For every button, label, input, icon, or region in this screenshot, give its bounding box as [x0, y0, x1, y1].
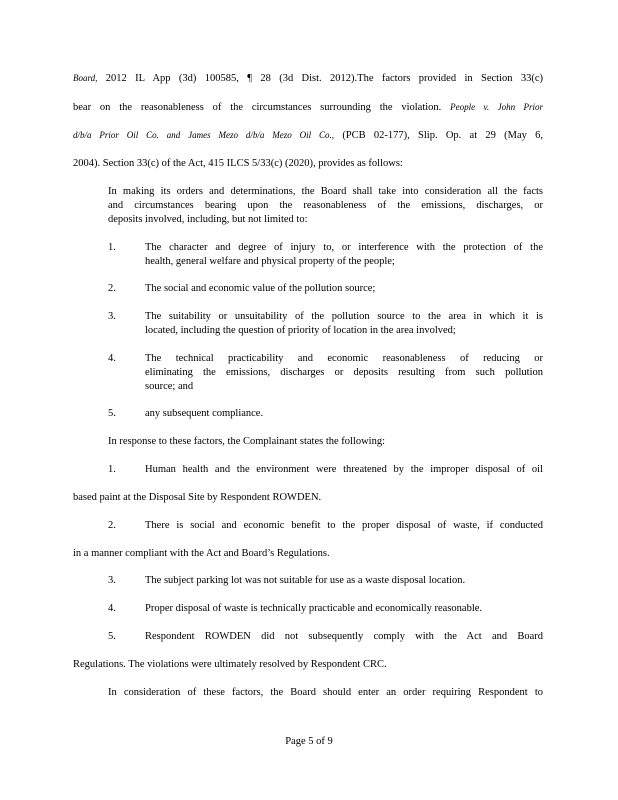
page-number: Page 5 of 9: [285, 736, 333, 747]
para1-line4: 2004). Section 33(c) of the Act, 415 ILCS 5/33(c) (2020), provides as follows:: [73, 158, 403, 169]
response-line: Proper disposal of waste is technically practicable and economically reasonable.: [145, 603, 483, 614]
factor-number: 4.: [108, 353, 116, 364]
factor-line: The social and economic value of the pollution source;: [145, 283, 376, 294]
para1-line3: [73, 129, 543, 142]
para1-line2-text: bear on the reasonableness of the circumstances surrounding the violation.: [73, 102, 442, 113]
closing-line: In consideration of these factors, the Board should enter an order requiring Respondent to: [108, 687, 543, 698]
factor-line: The technical practicability and economic reasonableness of reducing or: [145, 353, 543, 364]
para1-line1-text: 2012 IL App (3d) 100585, ¶ 28 (3d Dist. 2012).The factors provided in Section 33(c): [105, 73, 543, 84]
response-number: 1.: [108, 464, 116, 475]
response-number: 4.: [108, 603, 116, 614]
factor-line: source; and: [145, 381, 194, 392]
case-citation: Board,: [73, 73, 98, 83]
response-line: There is social and economic benefit to the proper disposal of waste, if conducted: [145, 520, 543, 531]
factor-number: 1.: [108, 242, 116, 253]
quote-line: In making its orders and determinations, the Board shall take into consideration all the facts: [108, 186, 543, 197]
factor-line: The suitability or unsuitability of the pollution source to the area in which it is: [145, 311, 543, 322]
case-citation: People v. John Prior: [450, 102, 544, 112]
response-line: Respondent ROWDEN did not subsequently comply with the Act and Board: [145, 631, 543, 642]
response-line: Human health and the environment were threatened by the improper disposal of oil: [145, 464, 543, 475]
factor-line: located, including the question of priority of location in the area involved;: [145, 325, 456, 336]
factor-number: 5.: [108, 408, 116, 419]
factor-line: health, general welfare and physical property of the people;: [145, 256, 395, 267]
response-number: 2.: [108, 520, 116, 531]
factor-line: eliminating the emissions, discharges or deposits resulting from such pollution: [145, 367, 543, 378]
response-line-cont: Regulations. The violations were ultimately resolved by Respondent CRC.: [73, 659, 387, 670]
quote-line: and circumstances bearing upon the reasonableness of the emissions, discharges, or: [108, 200, 543, 211]
factor-line: The character and degree of injury to, or interference with the protection of the: [145, 242, 543, 253]
response-number: 3.: [108, 575, 116, 586]
response-number: 5.: [108, 631, 116, 642]
para1-line3-text: (PCB 02-177), Slip. Op. at 29 (May 6,: [342, 130, 544, 141]
response-intro: In response to these factors, the Complainant states the following:: [108, 436, 386, 447]
factor-number: 3.: [108, 311, 116, 322]
case-citation: d/b/a Prior Oil Co. and James Mezo d/b/a Mezo Oil Co.,: [73, 130, 335, 140]
para1-line2: [73, 101, 543, 114]
response-line-cont: in a manner compliant with the Act and Board’s Regulations.: [73, 548, 330, 559]
quote-line: deposits involved, including, but not limited to:: [108, 214, 308, 225]
response-line: The subject parking lot was not suitable for use as a waste disposal location.: [145, 575, 466, 586]
factor-number: 2.: [108, 283, 116, 294]
para1-line1: [73, 72, 543, 85]
response-line-cont: based paint at the Disposal Site by Respondent ROWDEN.: [73, 492, 322, 503]
factor-line: any subsequent compliance.: [145, 408, 264, 419]
